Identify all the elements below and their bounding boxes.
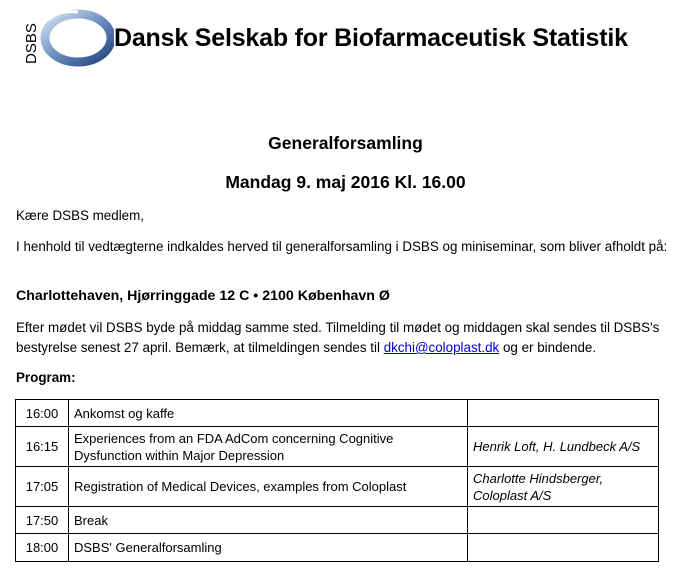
venue-address: Charlottehaven, Hjørringgade 12 C • 2100 København Ø	[16, 288, 390, 304]
letterhead	[0, 0, 691, 72]
dsbs-logo	[18, 8, 114, 68]
program-time: 18:00	[16, 534, 69, 562]
program-topic: Experiences from an FDA AdCom concerning Cognitive Dysfunction within Major Depression	[69, 427, 468, 467]
program-speaker	[468, 534, 659, 562]
program-time: 17:05	[16, 467, 69, 507]
table-row	[16, 507, 659, 534]
program-topic: Ankomst og kaffe	[69, 400, 468, 427]
program-heading: Program:	[16, 370, 76, 385]
intro-paragraph: I henhold til vedtægterne indkaldes herved til generalforsamling i DSBS og miniseminar, som bliver afholdt på:	[16, 239, 668, 254]
program-time: 17:50	[16, 507, 69, 534]
registration-paragraph	[16, 318, 676, 358]
table-row	[16, 427, 659, 467]
registration-email-link[interactable]: dkchi@coloplast.dk	[383, 340, 500, 355]
program-speaker	[468, 507, 659, 534]
program-time: 16:00	[16, 400, 69, 427]
table-row	[16, 467, 659, 507]
program-speaker: Charlotte Hindsberger, Coloplast A/S	[468, 467, 659, 507]
program-topic: Break	[69, 507, 468, 534]
program-topic: Registration of Medical Devices, examples from Coloplast	[69, 467, 468, 507]
table-row	[16, 534, 659, 562]
organization-name: Dansk Selskab for Biofarmaceutisk Statistik	[114, 24, 628, 52]
registration-text-end: og er bindende.	[499, 340, 597, 355]
logo-text: DSBS	[23, 23, 40, 64]
document-title: Generalforsamling	[268, 133, 423, 153]
program-time: 16:15	[16, 427, 69, 467]
program-speaker: Henrik Loft, H. Lundbeck A/S	[468, 427, 659, 467]
registration-text: Efter mødet vil DSBS byde på middag samme sted. Tilmelding til mødet og middagen skal sendes til DSBS's bestyrelse senest 27 april. Bemærk, at tilmeldingen sendes til	[16, 320, 660, 355]
program-table	[15, 399, 659, 562]
program-speaker	[468, 400, 659, 427]
greeting: Kære DSBS medlem,	[16, 208, 144, 223]
table-row	[16, 400, 659, 427]
meeting-date: Mandag 9. maj 2016 Kl. 16.00	[225, 172, 466, 192]
program-topic: DSBS' Generalforsamling	[69, 534, 468, 562]
